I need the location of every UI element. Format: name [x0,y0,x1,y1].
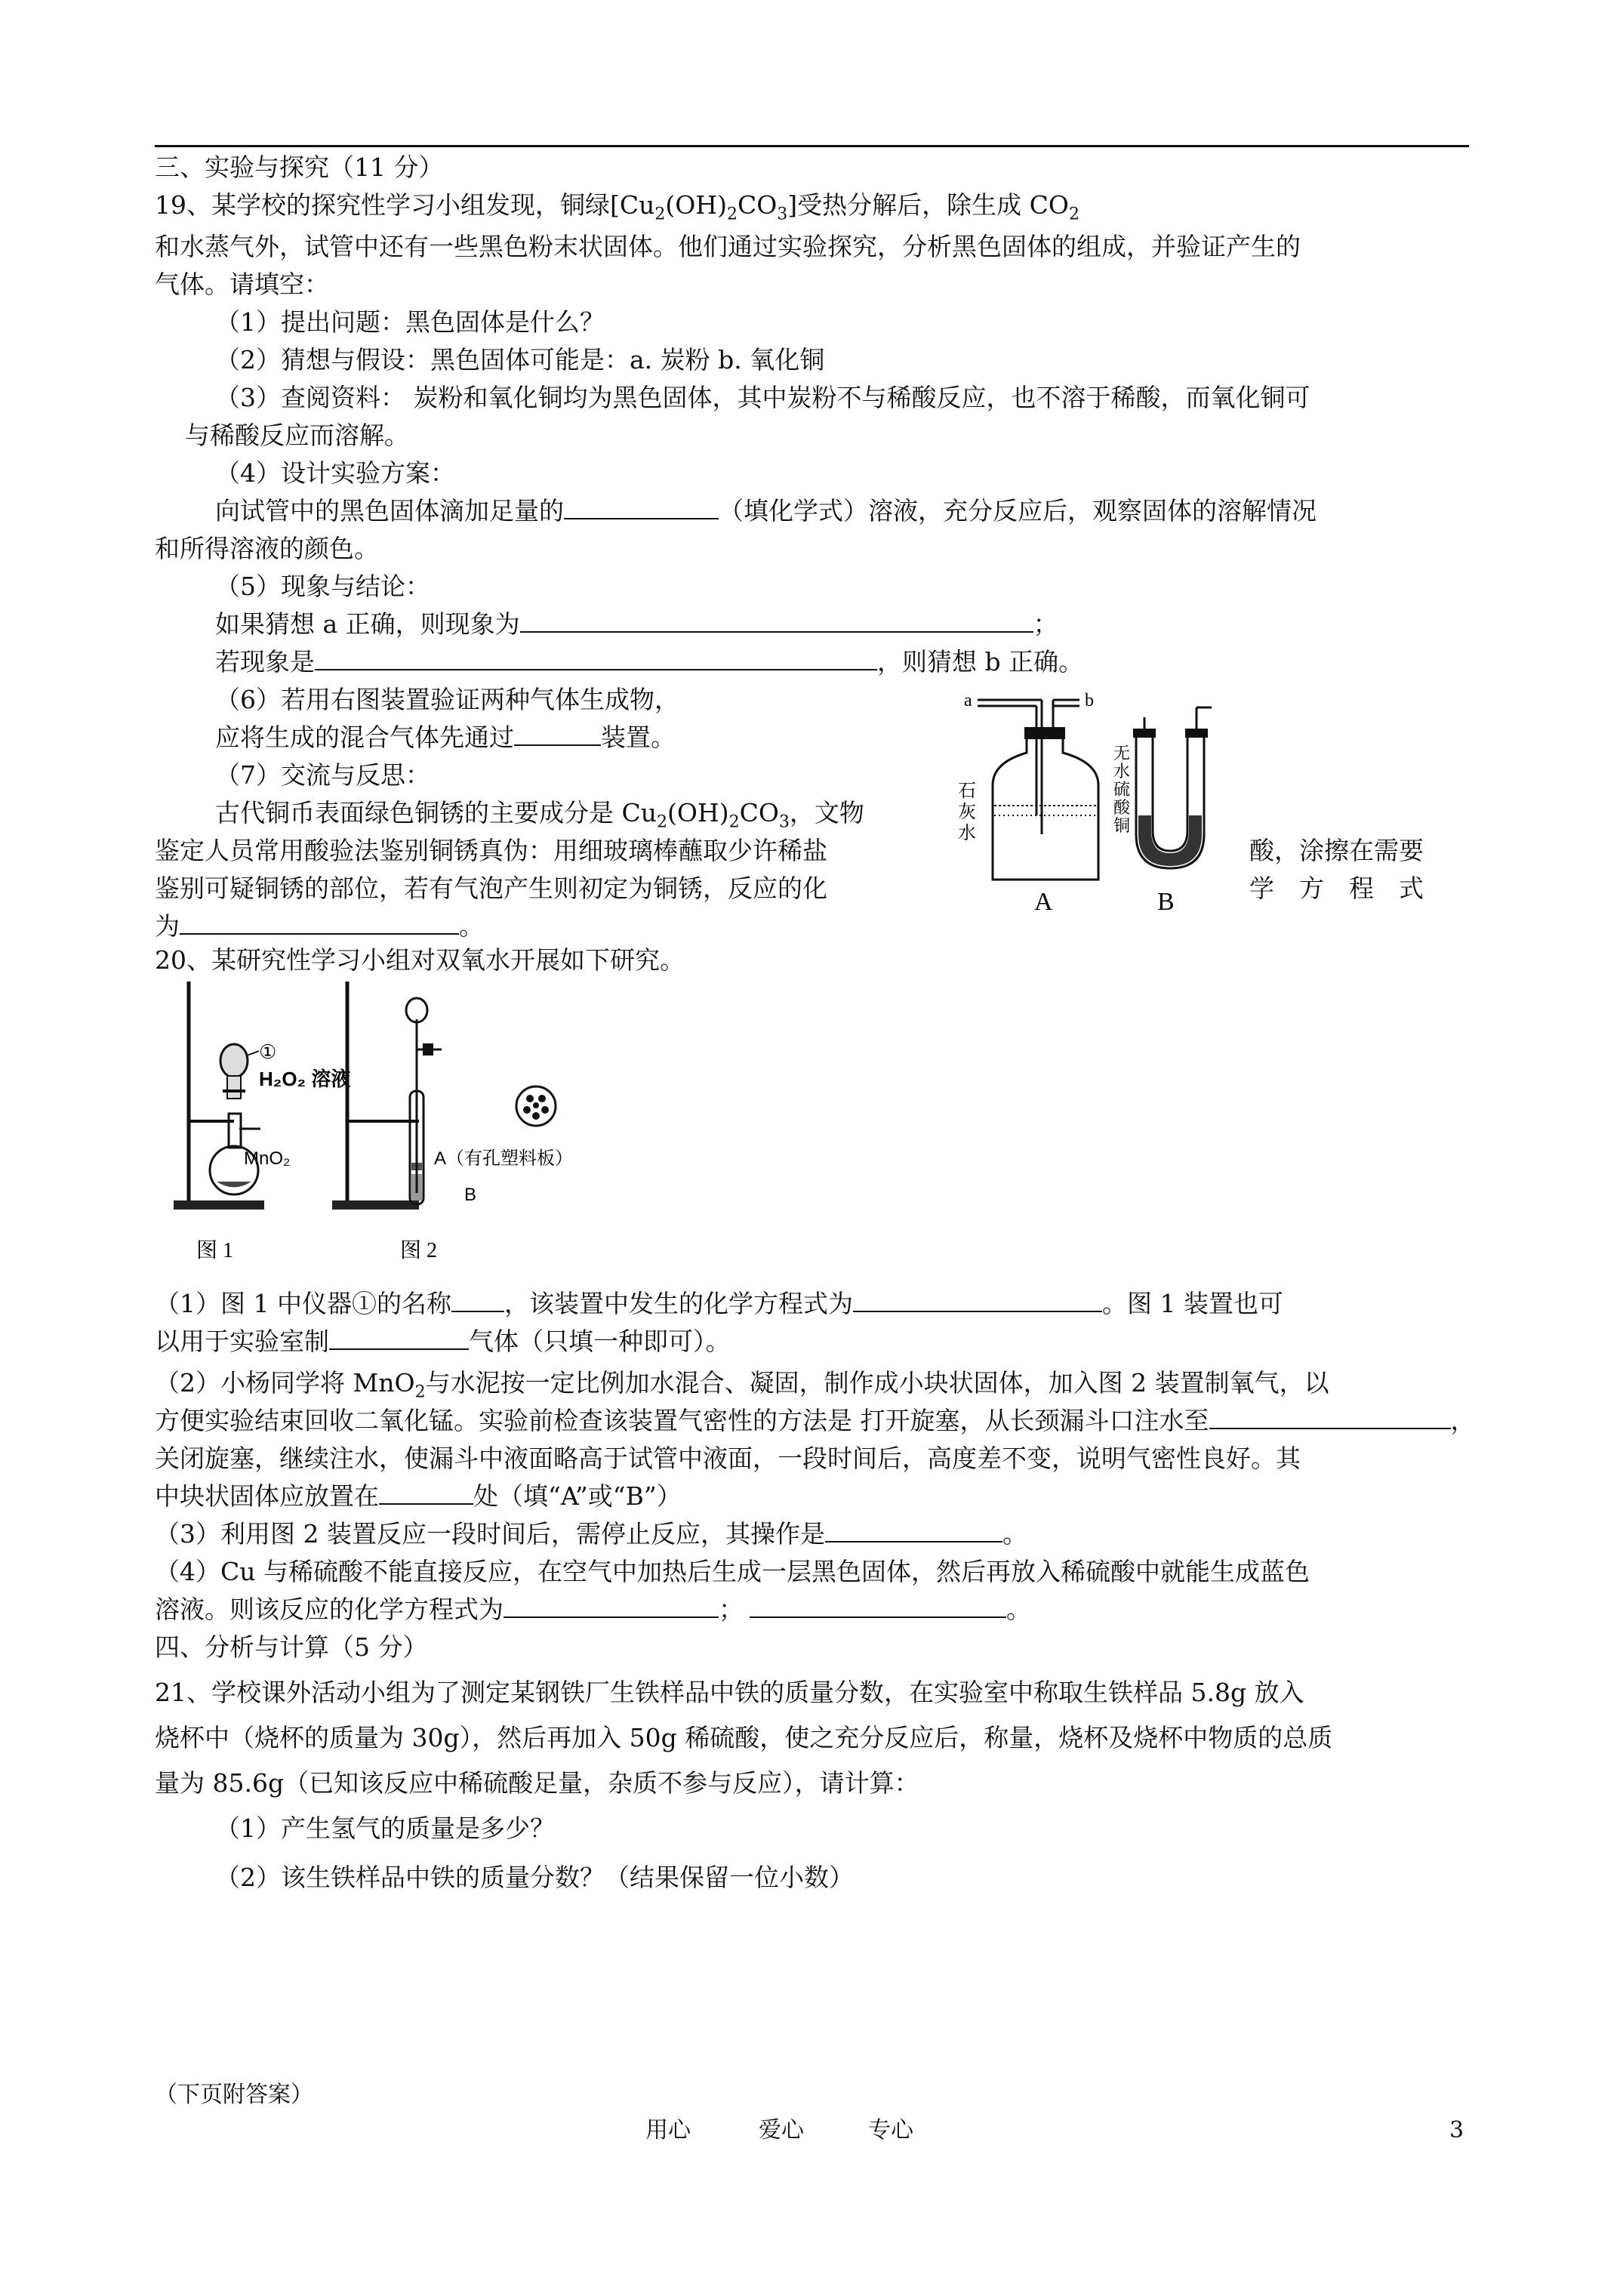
label-A: A [1034,888,1053,914]
answer-blank[interactable] [1209,1405,1451,1429]
section3-title: 三、实验与探究（11 分） [155,153,444,182]
q20-part2c: 关闭旋塞，继续注水，使漏斗中液面略高于试管中液面，一段时间后，高度差不变，说明气密性良好。其 [155,1444,1301,1473]
q19-step1: （1）提出问题：黑色固体是什么？ [215,307,605,337]
limewater-label: 石灰水 [958,781,976,843]
motto-1: 用心 [645,2117,691,2143]
q19-step5: （5）现象与结论： [215,572,430,601]
q19-step6b: 应将生成的混合气体先通过 装置。 [215,723,676,752]
q19-step4a: 向试管中的黑色固体滴加足量的 （填化学式）溶液，充分反应后，观察固体的溶解情况 [215,496,1317,525]
section4-title: 四、分析与计算（5 分） [155,1632,428,1662]
q21-line2: 烧杯中（烧杯的质量为 30g），然后再加入 50g 稀硫酸，使之充分反应后，称量，烧杯及烧杯中物质的总质 [155,1723,1333,1752]
hydrogen-peroxide-apparatus-figure [155,966,600,1276]
q21-question1: （1）产生氢气的质量是多少？ [215,1814,555,1843]
answer-blank[interactable] [379,1481,473,1505]
fig1-h2o2-label: H₂O₂ 溶液 [259,1068,351,1090]
q19-step7a: 古代铜币表面绿色铜锈的主要成分是 $Cu_2(OH)_2CO_3$，文物 [215,798,864,832]
q20-part3: （3）利用图 2 装置反应一段时间后，需停止反应，其操作是 。 [155,1519,1027,1549]
answer-blank[interactable] [180,911,459,935]
answer-blank[interactable] [329,1326,469,1350]
motto-3: 专心 [868,2117,913,2143]
q20-part1b: 以用于实验室制 气体（只填一种即可）。 [155,1327,731,1356]
q19-step2: （2）猜想与假设：黑色固体可能是：a. 炭粉 b. 氧化铜 [215,345,825,374]
next-page-note: （下页附答案） [155,2082,313,2108]
fig1-mno2-label: MnO₂ [244,1148,291,1169]
q19-step7c-right: 学 方 程 式 [1249,874,1424,903]
fig1-circle-label: ① [259,1041,277,1063]
answer-blank[interactable] [520,609,1033,633]
q21-question2: （2）该生铁样品中铁的质量分数？（结果保留一位小数） [215,1863,854,1892]
q20-part4a: （4）Cu 与稀硫酸不能直接反应，在空气中加热后生成一层黑色固体，然后再放入稀硫酸中就能生成蓝色 [155,1557,1310,1586]
q19-step7b: 鉴定人员常用酸验法鉴别铜锈真伪：用细玻璃棒蘸取少许稀盐 [155,836,827,865]
label-b-small: b [1085,691,1094,710]
fig1-caption: 图 1 [196,1239,234,1262]
q20-part2a: （2）小杨同学将 MnO$_2$与水泥按一定比例加水混合、凝固，制作成小块状固体，加入图 2 装置制氧气，以 [155,1368,1329,1402]
header-rule [155,145,1469,147]
q19-step7: （7）交流与反思： [215,760,430,790]
answer-blank[interactable] [315,646,877,670]
answer-blank[interactable] [451,1288,504,1312]
answer-blank[interactable] [825,1518,1002,1542]
q19-step3a: （3）查阅资料： 炭粉和氧化铜均为黑色固体，其中炭粉不与稀酸反应，也不溶于稀酸，而氧化铜可 [215,383,1310,412]
answer-blank[interactable] [564,495,719,519]
answer-blank[interactable] [853,1288,1102,1312]
q19-line2: 和水蒸气外，试管中还有一些黑色粉末状固体。他们通过实验探究，分析黑色固体的组成，并验证产生的 [155,232,1301,261]
answer-blank[interactable] [504,1594,719,1618]
fig2-caption: 图 2 [400,1239,438,1262]
q20-intro: 20、某研究性学习小组对双氧水开展如下研究。 [155,945,685,975]
q19-step7b-right: 酸，涂擦在需要 [1249,836,1424,865]
page-number: 3 [1449,2117,1464,2143]
q19-step3b: 与稀酸反应而溶解。 [185,421,409,450]
q19-line3: 气体。请填空： [155,270,329,299]
q19-step4: （4）设计实验方案： [215,458,455,488]
q19-step5b: 若现象是 ，则猜想 b 正确。 [215,647,1084,676]
apparatus-ab-figure [955,683,1249,914]
fig2-b-label: B [464,1185,477,1205]
answer-blank[interactable] [514,722,601,746]
q19-step6a: （6）若用右图装置验证两种气体生成物， [215,685,679,714]
q19-step7c: 鉴别可疑铜锈的部位，若有气泡产生则初定为铜锈，反应的化 [155,874,827,903]
q19-step7d: 为 。 [155,911,484,941]
answer-blank[interactable] [750,1594,1006,1618]
motto-2: 爱心 [759,2117,804,2143]
q21-line1: 21、学校课外活动小组为了测定某钢铁厂生铁样品中铁的质量分数，在实验室中称取生铁样品 5.8g 放入 [155,1678,1304,1707]
q19-intro: 19、某学校的探究性学习小组发现，铜绿$[Cu_2(OH)_2CO_3]$受热分解后，除生成 $CO_2$ [155,190,1079,224]
label-a-small: a [964,691,972,710]
q20-part4b: 溶液。则该反应的化学方程式为 ； 。 [155,1595,1031,1624]
q20-part1a: （1）图 1 中仪器①的名称 ，该装置中发生的化学方程式为 。图 1 装置也可 [155,1289,1283,1318]
q19-step5a: 如果猜想 a 正确，则现象为 ； [215,609,1058,639]
cuso4-label: 无水硫酸铜 [1113,744,1131,835]
fig2-a-label: A（有孔塑料板） [434,1148,574,1169]
q20-part2b: 方便实验结束回收二氧化锰。实验前检查该装置气密性的方法是 打开旋塞，从长颈漏斗口注水至 ， [155,1406,1476,1435]
q19-step4b: 和所得溶液的颜色。 [155,534,379,563]
q20-part2d: 中块状固体应放置在 处（填“A”或“B”） [155,1481,682,1511]
q21-line3: 量为 85.6g（已知该反应中稀硫酸足量，杂质不参与反应），请计算： [155,1768,919,1798]
label-B: B [1157,888,1175,914]
